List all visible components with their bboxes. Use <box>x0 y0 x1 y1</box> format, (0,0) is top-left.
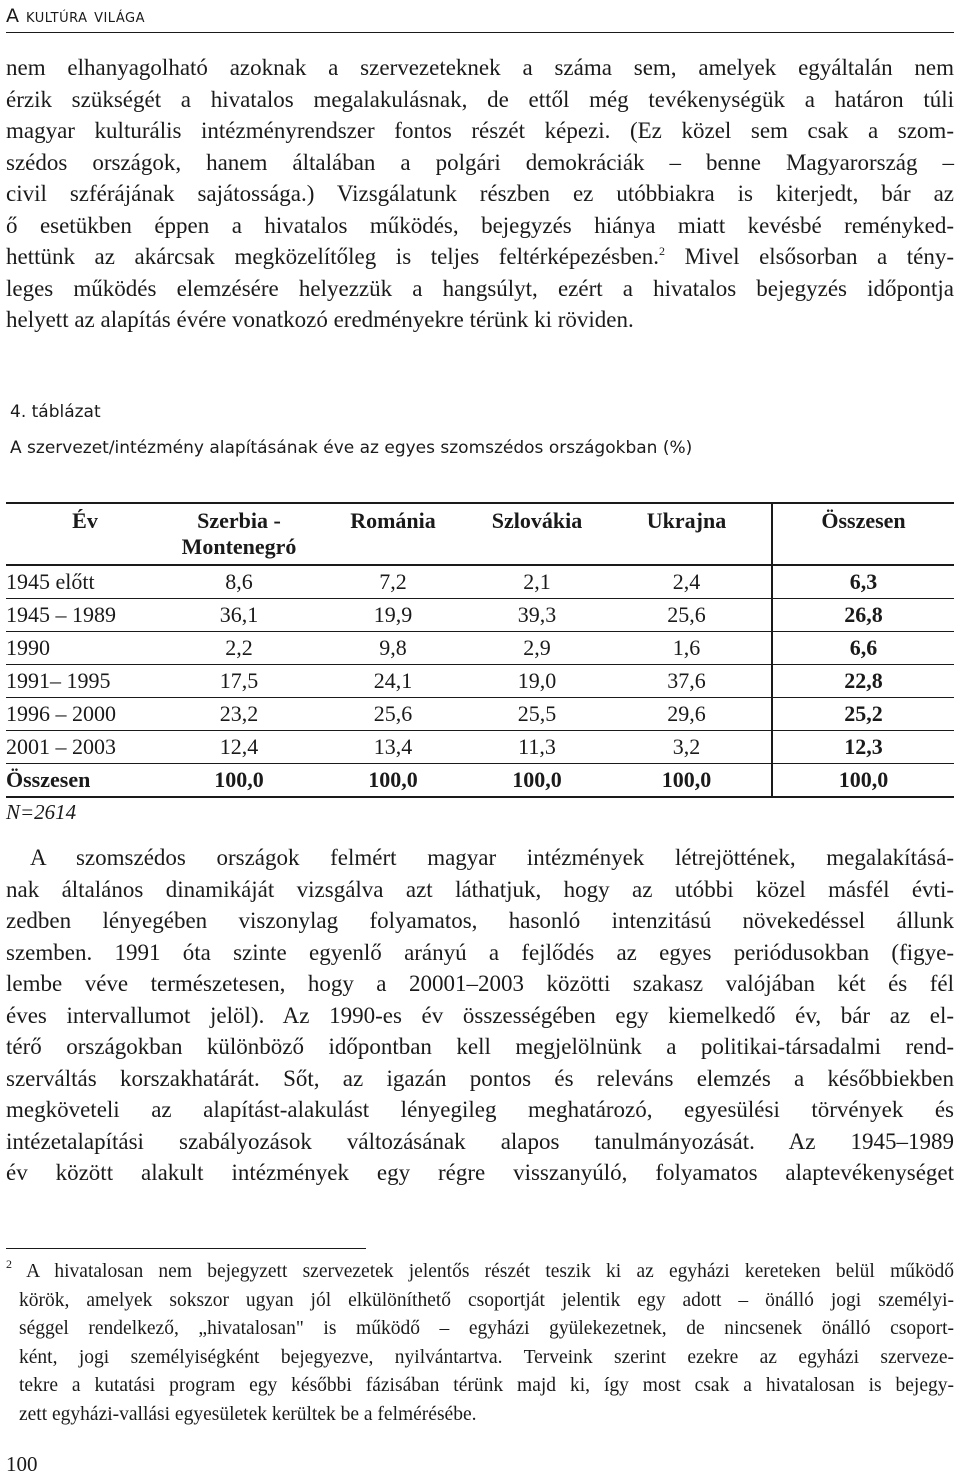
column-header: Románia <box>314 503 472 565</box>
table-cell: 100,0 <box>164 764 314 798</box>
footnote-number: 2 <box>6 1257 12 1271</box>
text-line: helyett az alapítás évére vonatkozó eredményekre térünk ki röviden. <box>6 307 634 332</box>
text-line: intézetalapítási szabályozások változásának alapos tanulmányozását. Az 1945–1989 <box>6 1128 954 1154</box>
column-header: Év <box>6 503 164 565</box>
table-cell: 19,9 <box>314 599 472 632</box>
table-cell: 23,2 <box>164 698 314 731</box>
section-title: A kultúra világa <box>6 5 145 27</box>
text-line: ként, jogi személyiségként bejegyezve, nyilvántartva. Terveink szerint ezekre az egyházi szerveze- <box>19 1346 954 1368</box>
text-segment: Mivel elsősorban a tény- <box>665 244 954 269</box>
text-line: lembe véve természetesen, hogy a 20001–2003 közötti szakasz valójában két és fél <box>6 971 954 996</box>
total-cell: 6,3 <box>772 565 954 599</box>
text-line: érzik szükségét a hivatalos megalakulásnak, de ettől még tevékenységük a határon túli <box>6 86 954 112</box>
table-cell: 25,6 <box>314 698 472 731</box>
table-cell: 2,4 <box>602 565 772 599</box>
row-label: 1991– 1995 <box>6 665 164 698</box>
page-number: 100 <box>6 1452 38 1476</box>
text-line: ő esetükben éppen a hivatalos működés, bejegyzés hiánya miatt kevésbé reményked- <box>6 212 954 238</box>
text-line: magyar kulturális intézményrendszer fontos részét képezi. (Ez közel sem csak a szom- <box>6 118 954 143</box>
text-segment: A hivatalosan nem bejegyzett szervezetek jelentős részét teszik ki az egyházi kereteken belül működő <box>12 1261 954 1282</box>
table-cell: 36,1 <box>164 599 314 632</box>
paragraph-analysis <box>6 842 954 1189</box>
row-label: 2001 – 2003 <box>6 731 164 764</box>
text-line: leges működés elemzésére helyezzük a hangsúlyt, ezért a hivatalos bejegyzés időpontja <box>6 275 954 301</box>
text-line: A szomszédos országok felmért magyar intézmények létrejöttének, megalakításá- <box>30 845 954 870</box>
text-line: nem elhanyagolható azoknak a szervezeteknek a száma sem, amelyek egyáltalán nem <box>6 55 954 80</box>
row-label: 1945 – 1989 <box>6 599 164 632</box>
table-cell: 2,1 <box>472 565 602 599</box>
text-line: nak általános dinamikáját vizsgálva azt láthatjuk, hogy az utóbbi közel másfél évti- <box>6 876 954 902</box>
text-line: szemben. 1991 óta szinte egyenlő arányú a fejlődés az egyes periódusokban (figye- <box>6 939 954 965</box>
column-header: Összesen <box>772 503 954 565</box>
founding-year-table <box>6 502 954 798</box>
text-line: civil szférájának sajátossága.) Vizsgálatunk részben ez utóbbiakra is kiterjedt, bár az <box>6 181 954 206</box>
table-cell: 11,3 <box>472 731 602 764</box>
text-line: megköveteli az alapítást-alakulást lényegileg meghatározó, egyesülési törvények és <box>6 1097 954 1122</box>
table-cell: 24,1 <box>314 665 472 698</box>
table-cell: 1,6 <box>602 632 772 665</box>
table-row <box>6 665 954 698</box>
total-cell: 25,2 <box>772 698 954 731</box>
running-header <box>6 2 954 33</box>
table-title: A szervezet/intézmény alapításának éve az egyes szomszédos országokban (%) <box>10 438 693 458</box>
table-row <box>6 599 954 632</box>
text-line: szerváltás korszakhatárát. Sőt, az igazán pontos és releváns elemzés a későbbiekben <box>6 1065 954 1091</box>
text-line: tekre a kutatási program egy későbbi fázisában térünk majd ki, így most csak a hivatalosan is bejegy- <box>19 1375 954 1396</box>
table-cell: 100,0 <box>602 764 772 798</box>
table-cell: 17,5 <box>164 665 314 698</box>
total-cell: 22,8 <box>772 665 954 698</box>
table-header-row <box>6 503 954 565</box>
total-cell: 12,3 <box>772 731 954 764</box>
table-cell: 25,5 <box>472 698 602 731</box>
text-line: szédos országok, hanem általában a polgári demokráciák – benne Magyarország – <box>6 149 954 175</box>
table-row <box>6 632 954 665</box>
table-row <box>6 565 954 599</box>
text-line <box>6 1258 954 1287</box>
paragraph-intro <box>6 52 954 336</box>
text-line: év között alakult intézmények egy régre visszanyúló, folyamatos alaptevékenységet <box>6 1160 954 1185</box>
row-label: 1996 – 2000 <box>6 698 164 731</box>
text-line: éves intervallumot jelöl). Az 1990-es év összességében egy kiemelkedő év, bár az el- <box>6 1002 954 1028</box>
column-header: Szerbia - Montenegró <box>164 503 314 565</box>
table-cell: 100,0 <box>314 764 472 798</box>
table-cell: 8,6 <box>164 565 314 599</box>
total-cell: 6,6 <box>772 632 954 665</box>
table-cell: 9,8 <box>314 632 472 665</box>
text-line: séggel rendelkező, „hivatalosan" is működő – egyházi gyülekezetnek, de nincsenek önálló csoport- <box>19 1318 954 1339</box>
table-cell: 12,4 <box>164 731 314 764</box>
row-label: 1945 előtt <box>6 565 164 599</box>
column-header: Ukrajna <box>602 503 772 565</box>
table-number: 4. táblázat <box>10 402 101 422</box>
row-label: 1990 <box>6 632 164 665</box>
table-cell: 100,0 <box>472 764 602 798</box>
table-cell: 7,2 <box>314 565 472 599</box>
table-cell: 25,6 <box>602 599 772 632</box>
row-label: Összesen <box>6 764 164 798</box>
table-total-row <box>6 764 954 798</box>
table-row <box>6 698 954 731</box>
table-cell: 13,4 <box>314 731 472 764</box>
footnote-reference[interactable]: 2 <box>659 244 666 258</box>
text-line: körök, amelyek sokszor ugyan jól elkülöníthető csoportját jelentik egy adott – önálló jogi személyi- <box>19 1289 954 1311</box>
sample-size-note: N=2614 <box>6 800 77 824</box>
text-line: zedben lényegében viszonylag folyamatos, hasonló intenzitású növekedéssel állunk <box>6 908 954 933</box>
table-cell: 29,6 <box>602 698 772 731</box>
footnote-divider <box>6 1248 366 1249</box>
table-cell: 37,6 <box>602 665 772 698</box>
total-cell: 100,0 <box>772 764 954 798</box>
table-row <box>6 731 954 764</box>
column-header: Szlovákia <box>472 503 602 565</box>
text-line: zett egyházi-vallási egyesületek kerültek be a felmérésébe. <box>19 1403 477 1425</box>
text-line: térő országokban különböző időpontban kell megjelölnünk a politikai-társadalmi rend- <box>6 1034 954 1059</box>
table-cell: 19,0 <box>472 665 602 698</box>
text-segment: hettünk az akárcsak megközelítőleg is teljes feltérképezésben. <box>6 244 660 269</box>
table-cell: 2,2 <box>164 632 314 665</box>
footnote <box>6 1258 954 1429</box>
table-cell: 3,2 <box>602 731 772 764</box>
text-line <box>6 241 954 273</box>
table-cell: 2,9 <box>472 632 602 665</box>
table-cell: 39,3 <box>472 599 602 632</box>
total-cell: 26,8 <box>772 599 954 632</box>
